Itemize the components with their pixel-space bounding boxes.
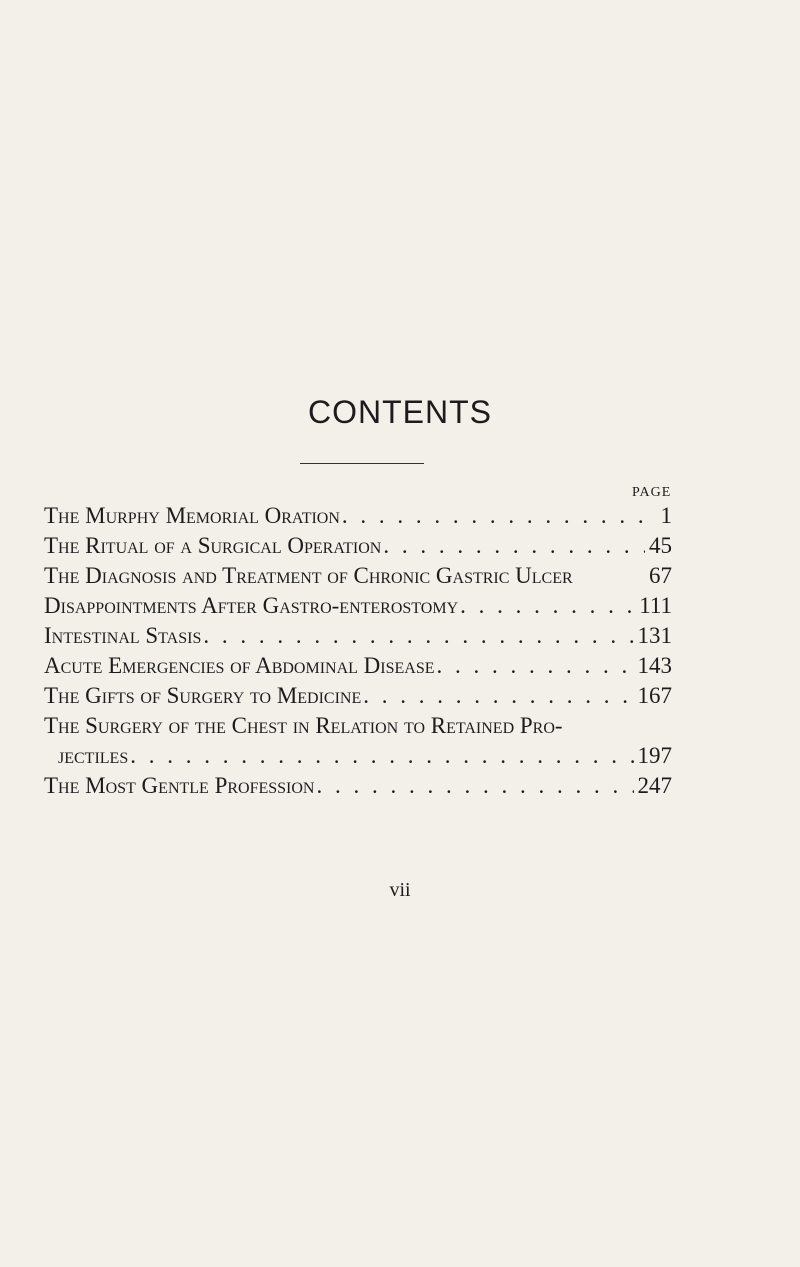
leader-dots — [317, 771, 634, 801]
toc-entry-title: The Surgery of the Chest in Relation to Retained Pro- — [44, 713, 563, 738]
toc-entry-page: 197 — [637, 743, 672, 768]
toc-entry[interactable] — [44, 561, 672, 591]
toc-entry-title-continuation: jectiles — [58, 743, 129, 768]
toc-entry-page: 67 — [649, 563, 672, 588]
leader-dots — [130, 741, 633, 771]
toc-entry[interactable] — [44, 771, 672, 801]
toc-entry-title: Intestinal Stasis — [44, 623, 202, 648]
toc-entry-title: The Gifts of Surgery to Medicine — [44, 683, 362, 708]
leader-dots — [383, 531, 645, 561]
toc-entry-title: The Murphy Memorial Oration — [44, 503, 340, 528]
toc-entry-page: 247 — [637, 773, 672, 798]
toc-entry-page: 1 — [660, 503, 672, 528]
toc-entry-page: 143 — [637, 653, 672, 678]
title-divider — [300, 463, 424, 464]
toc-entry-page: 45 — [649, 533, 672, 558]
leader-dots — [437, 651, 634, 681]
folio-page-number: vii — [389, 879, 411, 901]
toc-entry-title: The Diagnosis and Treatment of Chronic Gastric Ulcer — [44, 563, 573, 588]
toc-entry-title: Disappointments After Gastro-enterostomy — [44, 593, 459, 618]
toc-entry-page: 111 — [639, 593, 672, 618]
leader-dots — [363, 681, 633, 711]
toc-entry[interactable] — [44, 591, 672, 621]
toc-entry-page: 167 — [637, 683, 672, 708]
toc-entry[interactable] — [44, 711, 672, 741]
toc-entry[interactable] — [44, 501, 672, 531]
toc-entry[interactable] — [44, 531, 672, 561]
toc-entry-title: The Ritual of a Surgical Operation — [44, 533, 382, 558]
toc-entry-page: 131 — [637, 623, 672, 648]
leader-dots — [342, 501, 657, 531]
table-of-contents — [44, 501, 672, 801]
page-column-label: PAGE — [632, 485, 672, 500]
toc-entry[interactable] — [44, 681, 672, 711]
toc-entry[interactable] — [44, 651, 672, 681]
leader-dots — [203, 621, 633, 651]
leader-dots — [460, 591, 635, 621]
toc-entry-title: Acute Emergencies of Abdominal Disease — [44, 653, 435, 678]
toc-entry-continuation[interactable] — [44, 741, 672, 771]
toc-entry[interactable] — [44, 621, 672, 651]
toc-entry-title: The Most Gentle Profession — [44, 773, 315, 798]
page-title: CONTENTS — [308, 394, 492, 430]
